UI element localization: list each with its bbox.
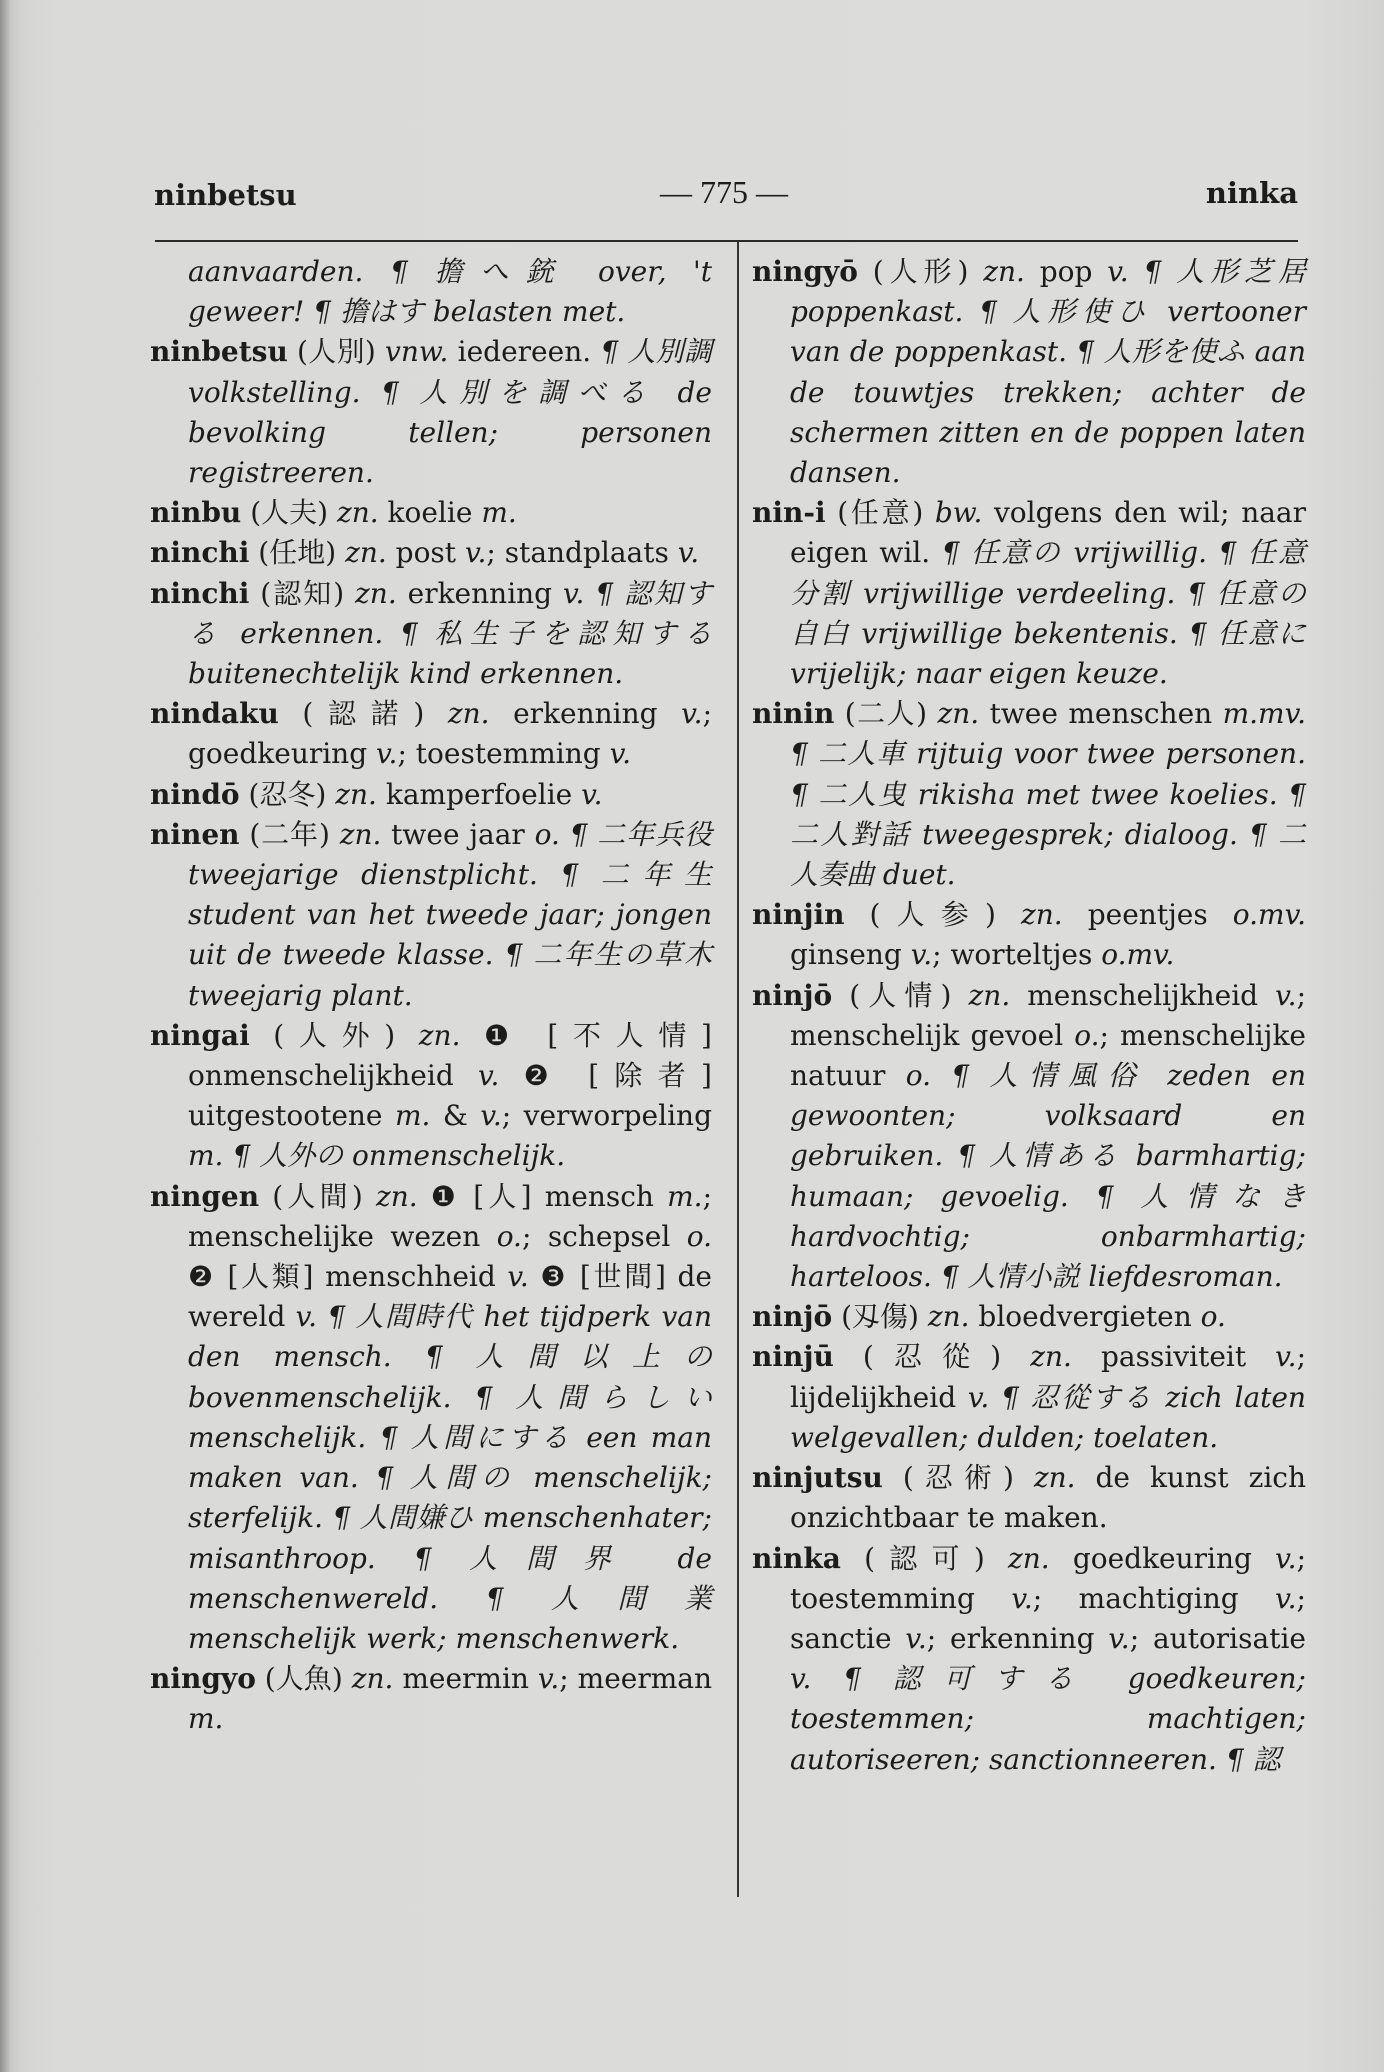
- entry-example: zn.: [983, 255, 1025, 288]
- entry-text: de kunst zich onzichtbaar te maken.: [790, 1461, 1306, 1535]
- entry-text: (人参): [844, 898, 1021, 932]
- entry-text: ; standplaats: [486, 536, 678, 570]
- entry-text: (二人): [834, 697, 938, 731]
- entry-example: m.: [188, 1702, 224, 1736]
- entry-example: vnw.: [385, 335, 449, 369]
- dictionary-entry: [150, 332, 712, 493]
- entry-example: v.: [681, 697, 703, 731]
- entry-example: o. ¶ 二年兵役 tweejarige dienstplicht. ¶ 二年生 student van het tweede jaar; jongen uit de tweede klasse. ¶ 二年生の草木 tweejarig plant.: [188, 817, 712, 1012]
- entry-headword: ninchi: [150, 576, 250, 610]
- entry-headword: nindaku: [150, 697, 279, 731]
- entry-text: peentjes: [1062, 898, 1233, 932]
- entry-example: bw.: [934, 496, 983, 530]
- entry-text: ; menschelijke wezen: [188, 1179, 712, 1253]
- entry-headword: ninjin: [752, 898, 845, 932]
- entry-headword: ningai: [150, 1018, 250, 1052]
- entry-text: ; menschelijk gevoel: [790, 978, 1306, 1052]
- right-column: [752, 252, 1306, 1780]
- entry-example: m.: [667, 1179, 703, 1213]
- column-divider: [737, 242, 739, 1897]
- entry-text: ; autorisatie: [1129, 1621, 1306, 1655]
- entry-example: zn.: [339, 817, 382, 851]
- entry-text: ❷ [人類] menschheid: [188, 1260, 508, 1294]
- entry-text: (忍術): [882, 1461, 1034, 1495]
- right-running-headword: ninka: [1205, 176, 1298, 210]
- entry-text: ❶ [不人情] onmenschelijkheid: [188, 1018, 712, 1093]
- dictionary-entry: [150, 533, 712, 573]
- entry-text: ; sanctie: [790, 1581, 1306, 1655]
- entry-text: (人魚): [255, 1662, 352, 1696]
- entry-example: v. ¶ 人間時代 het tijdperk van den mensch. ¶ 人間以上の bovenmenschelijk. ¶ 人間らしい menschelijk. ¶ 人間にする een man maken van. ¶ 人間の menschelijk; sterfelijk. ¶ 人間嫌ひ menschenhater; misanthroop. ¶ 人間界 de menschenwereld. ¶ 人間業 menschelijk werk; menschenwerk.: [188, 1300, 712, 1655]
- left-column: [150, 252, 712, 1740]
- entry-example: zn.: [336, 496, 379, 530]
- entry-text: (認可): [840, 1541, 1008, 1575]
- entry-text: ; verworpeling: [501, 1099, 712, 1133]
- dictionary-entry: [150, 694, 712, 774]
- entry-example: zn.: [937, 697, 980, 731]
- entry-example: v. ¶ 忍從する zich laten welgevallen; dulden; toelaten.: [790, 1380, 1306, 1454]
- entry-example: zn.: [375, 1179, 418, 1213]
- entry-text: (任地): [249, 536, 346, 570]
- entry-text: ; toestemming: [397, 737, 610, 771]
- entry-headword: ninjutsu: [752, 1461, 883, 1495]
- entry-example: o.mv.: [1232, 898, 1306, 932]
- dictionary-entry: [150, 574, 712, 695]
- entry-example: o.: [686, 1219, 712, 1253]
- entry-example: zn.: [335, 777, 377, 811]
- dictionary-entry: [752, 1458, 1306, 1538]
- dictionary-entry: [752, 1539, 1306, 1780]
- entry-example: o. ¶ 人情風俗 zeden en gewoonten; volksaard en gebruiken. ¶ 人情ある barmhartig; humaan; gevoelig. ¶ 人情なき hardvochtig; onbarmhartig; harteloos. ¶ 人情小説 liefdesroman.: [790, 1059, 1306, 1294]
- dictionary-entry: [752, 1337, 1306, 1458]
- entry-example: zn.: [351, 1662, 394, 1696]
- entry-example: zn.: [1020, 898, 1063, 932]
- entry-example: ¶ 任意の vrijwillig. ¶ 任意分割 vrijwillige verdeeling. ¶ 任意の自白 vrijwillige bekentenis. ¶ 任意に vrijelijk; naar eigen keuze.: [790, 536, 1306, 691]
- dictionary-entry: [752, 252, 1306, 493]
- dictionary-entry: [752, 694, 1306, 895]
- entry-example: v.: [1275, 1581, 1297, 1615]
- entry-example: m.: [481, 496, 517, 530]
- entry-headword: ninbetsu: [150, 335, 288, 369]
- entry-text: meermin: [393, 1662, 538, 1696]
- dictionary-entry: [150, 815, 712, 1016]
- entry-example: v.: [480, 1099, 502, 1133]
- entry-text: (任意): [825, 496, 935, 530]
- entry-example: zn.: [1033, 1461, 1076, 1495]
- entry-text: kamperfoelie: [376, 777, 582, 811]
- entry-text: koelie: [378, 496, 482, 530]
- entry-example: m.: [394, 1099, 431, 1133]
- entry-text: (人夫): [241, 496, 337, 530]
- entry-text: ; lijdelijkheid: [790, 1340, 1306, 1414]
- entry-example: zn.: [345, 536, 387, 570]
- entry-headword: ningyo: [150, 1662, 256, 1696]
- entry-text: ❸ [世間] de wereld: [188, 1260, 712, 1334]
- entry-text: twee menschen: [979, 697, 1223, 731]
- entry-example: m.mv. ¶ 二人車 rijtuig voor twee personen. ¶ 二人曳 rikisha met twee koelies. ¶ 二人對話 tweegesprek; dialoog. ¶ 二人奏曲 duet.: [790, 697, 1306, 892]
- entry-headword: ninin: [752, 697, 835, 731]
- entry-example: v. ¶ 認可する goedkeuren; toestemmen; machtigen; autoriseeren; sanctionneeren. ¶ 認: [790, 1662, 1306, 1776]
- page-header: [150, 172, 1298, 218]
- entry-text: post: [386, 536, 465, 570]
- entry-text: passiviteit: [1071, 1340, 1276, 1374]
- entry-example: v.: [910, 938, 933, 972]
- left-running-headword: ninbetsu: [154, 178, 297, 212]
- entry-headword: ninjō: [752, 978, 833, 1012]
- dictionary-entry: [150, 775, 712, 815]
- entry-example: v.: [376, 737, 398, 771]
- entry-text: erkenning: [396, 576, 563, 610]
- entry-example: zn.: [447, 697, 490, 731]
- entry-text: (人形): [857, 255, 984, 288]
- entry-text: bloedvergieten: [969, 1300, 1201, 1334]
- entry-example: ¶ 人別調 volkstelling. ¶ 人別を調べる de bevolking tellen; personen registreeren.: [188, 335, 712, 490]
- entry-headword: nin-i: [752, 496, 826, 530]
- entry-example: v.: [1275, 1541, 1297, 1575]
- dictionary-entry: [150, 252, 712, 332]
- entry-text: ❶ [人] mensch: [417, 1179, 668, 1213]
- entry-example: zn.: [1007, 1541, 1050, 1575]
- entry-headword: ninka: [752, 1541, 841, 1575]
- entry-text: erkenning: [489, 697, 682, 731]
- entry-headword: ninchi: [150, 536, 250, 570]
- entry-text: twee jaar: [381, 817, 535, 851]
- entry-text: (認知): [249, 576, 356, 610]
- entry-text: (忍從): [833, 1340, 1031, 1374]
- dictionary-entry: [752, 976, 1306, 1298]
- entry-headword: nindō: [150, 777, 240, 811]
- entry-headword: ningen: [150, 1179, 260, 1213]
- entry-text: menschelijkheid: [1010, 978, 1276, 1012]
- entry-text: ; menschelijke natuur: [790, 1018, 1306, 1093]
- dictionary-entry: [752, 493, 1306, 694]
- entry-text: ❷ [除者] uitgestootene: [188, 1059, 712, 1133]
- entry-example: v.: [477, 1059, 500, 1093]
- entry-example: o.mv.: [1101, 938, 1175, 972]
- entry-text: (忍冬): [239, 777, 336, 811]
- entry-text: (人別): [287, 335, 386, 369]
- entry-example: v.: [507, 1260, 529, 1294]
- entry-text: (人情): [832, 978, 969, 1012]
- entry-example: v.: [1275, 978, 1297, 1012]
- entry-text: (二年): [239, 817, 340, 851]
- entry-text: volgens den wil; naar eigen wil.: [790, 496, 1306, 570]
- entry-example: v.: [677, 536, 700, 570]
- entry-headword: ningyō: [752, 255, 858, 288]
- entry-example: v.: [464, 536, 487, 570]
- entry-example: v. ¶ 人形芝居 poppenkast. ¶ 人形使ひ vertooner van de poppenkast. ¶ 人形を使ふ aan de touwtjes trekken; achter de schermen zitten en de poppen laten dansen.: [790, 255, 1306, 490]
- entry-text: (人間): [259, 1179, 376, 1213]
- entry-text: iedereen.: [448, 335, 601, 369]
- dictionary-entry: [150, 1659, 712, 1739]
- entry-headword: ninjō: [752, 1300, 833, 1334]
- entry-example: v.: [905, 1621, 927, 1655]
- entry-example: zn.: [355, 576, 397, 610]
- entry-headword: ninjū: [752, 1340, 834, 1374]
- entry-text: ; machtiging: [1032, 1581, 1276, 1615]
- entry-example: zn.: [968, 978, 1011, 1012]
- entry-text: goedkeuring: [1049, 1541, 1276, 1575]
- dictionary-entry: [150, 493, 712, 533]
- dictionary-entry: [752, 1297, 1306, 1337]
- entry-example: v.: [1275, 1340, 1297, 1374]
- entry-text: ; goedkeuring: [188, 697, 712, 771]
- entry-headword: ninen: [150, 817, 240, 851]
- entry-text: ; toestemming: [790, 1541, 1306, 1615]
- dictionary-entry: [150, 1177, 712, 1659]
- entry-text: (刄傷): [832, 1300, 928, 1334]
- entry-example: v.: [537, 1662, 560, 1696]
- entry-text: (認諾): [278, 697, 448, 731]
- dictionary-entry: [752, 895, 1306, 975]
- entry-example: o.: [496, 1219, 522, 1253]
- dictionary-entry: [150, 1016, 712, 1177]
- entry-text: ginseng: [790, 938, 911, 972]
- header-rule: [155, 240, 1298, 242]
- entry-text: ; meerman: [559, 1662, 713, 1696]
- entry-example: v.: [1108, 1621, 1130, 1655]
- entry-text: ; schepsel: [521, 1219, 687, 1253]
- entry-example: o.: [1074, 1018, 1100, 1052]
- entry-example: v.: [581, 777, 603, 811]
- entry-text: pop: [1024, 255, 1108, 288]
- entry-example: v. ¶ 認知する erkennen. ¶ 私生子を認知する buitenechtelijk kind erkennen.: [188, 576, 712, 691]
- entry-text: (人外): [249, 1018, 419, 1052]
- entry-example: v.: [609, 737, 631, 771]
- entry-example: zn.: [1030, 1340, 1072, 1374]
- entry-example: zn.: [927, 1300, 970, 1334]
- entry-example: o.: [1200, 1300, 1226, 1334]
- entry-headword: ninbu: [150, 496, 242, 530]
- book-spine-shadow: [0, 0, 10, 2072]
- entry-example: zn.: [418, 1018, 461, 1052]
- entry-text: ; erkenning: [926, 1621, 1109, 1655]
- page-number: — 775 —: [660, 174, 788, 210]
- entry-example: m. ¶ 人外の onmenschelijk.: [188, 1139, 566, 1173]
- entry-example: v.: [1011, 1581, 1033, 1615]
- entry-example: aanvaarden. ¶ 擔へ銃 over, 't geweer! ¶ 擔はす belasten met.: [188, 255, 712, 329]
- entry-text: &: [430, 1099, 481, 1133]
- entry-text: ; worteltjes: [932, 938, 1102, 972]
